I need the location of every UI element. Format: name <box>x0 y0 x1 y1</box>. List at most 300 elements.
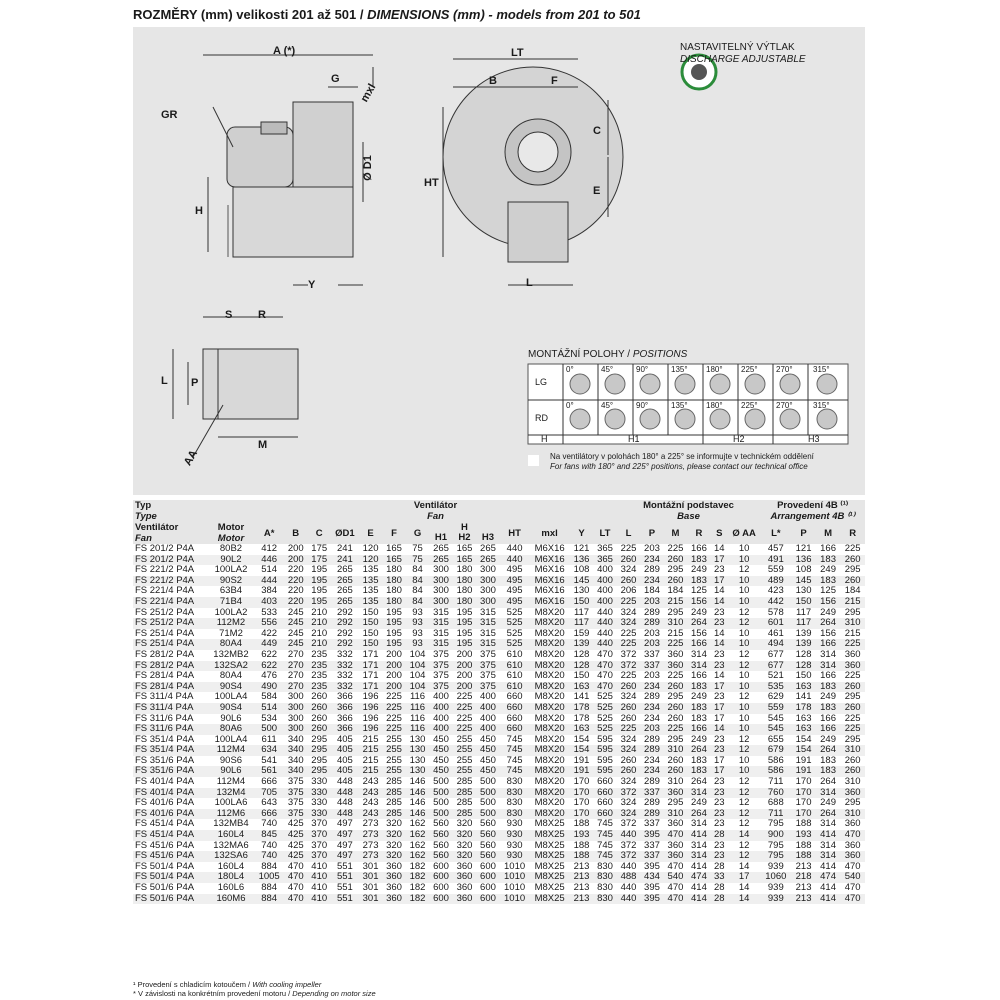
table-cell: 400 <box>433 712 449 724</box>
table-cell: 265 <box>433 543 449 554</box>
table-cell: 200 <box>453 661 476 672</box>
col-header: P <box>791 522 816 544</box>
table-cell: 108 <box>573 564 590 576</box>
position-angle: 270° <box>776 365 793 374</box>
table-cell: 166 <box>691 670 707 682</box>
table-cell: 300 <box>480 585 496 597</box>
drawing-panel <box>133 27 865 495</box>
table-cell: FS 501/6 P4A <box>135 882 195 893</box>
table-cell: M8X20 <box>534 754 565 766</box>
table-cell: 360 <box>453 872 476 883</box>
table-cell: M8X20 <box>529 788 569 799</box>
table-cell: 234 <box>640 682 663 693</box>
col-header: S <box>711 522 728 544</box>
table-cell: 171 <box>359 682 382 693</box>
side-base <box>233 187 353 257</box>
table-cell: 104 <box>409 648 426 660</box>
table-cell: 139 <box>791 639 816 650</box>
table-cell: 440 <box>500 555 530 566</box>
table-cell: 125 <box>820 585 836 597</box>
table-cell: 84 <box>406 576 429 587</box>
table-cell: 23 <box>711 618 728 629</box>
table-cell: 314 <box>820 818 836 830</box>
table-group-type: Typ Type <box>133 500 254 522</box>
table-cell: 410 <box>311 882 328 893</box>
table-cell: 830 <box>500 788 530 799</box>
table-cell: 12 <box>738 839 750 851</box>
table-cell: FS 251/2 P4A <box>135 606 195 618</box>
table-cell: FS 401/6 P4A <box>135 797 195 809</box>
table-row <box>133 745 865 756</box>
table-cell: 10 <box>728 682 760 693</box>
table-cell: 234 <box>640 766 663 777</box>
table-cell: FS 401/6 P4A <box>133 809 208 820</box>
table-cell: 375 <box>476 682 499 693</box>
table-cell: 330 <box>307 788 330 799</box>
table-cell: 170 <box>795 797 812 809</box>
table-cell: 183 <box>816 555 841 566</box>
table-cell: 14 <box>711 639 728 650</box>
table-cell: 375 <box>480 670 496 682</box>
table-cell: 178 <box>573 712 590 724</box>
table-cell: 160L6 <box>217 882 245 893</box>
table-cell: 191 <box>791 766 816 777</box>
table-cell: 395 <box>644 860 660 872</box>
table-row <box>133 692 865 703</box>
table-cell: 939 <box>767 860 784 872</box>
table-cell: 23 <box>714 776 725 788</box>
table-cell: 215 <box>667 627 684 639</box>
table-cell: 166 <box>816 724 841 735</box>
table-cell: 12 <box>728 661 760 672</box>
table-cell: M8X20 <box>534 606 565 618</box>
table-cell: 10 <box>728 576 760 587</box>
table-body <box>133 544 865 904</box>
table-cell: M8X20 <box>534 691 565 703</box>
table-cell: 315 <box>433 627 449 639</box>
table-cell: 249 <box>691 691 707 703</box>
table-cell: 497 <box>336 818 353 830</box>
table-cell: 830 <box>593 872 616 883</box>
table-cell: 12 <box>728 618 760 629</box>
position-angle: 90° <box>636 365 649 374</box>
table-cell: 203 <box>640 639 663 650</box>
table-cell: 84 <box>406 597 429 608</box>
table-cell: 191 <box>573 754 590 766</box>
table-cell: 310 <box>664 809 687 820</box>
table-cell: 135 <box>362 564 379 576</box>
table-cell: FS 221/2 P4A <box>135 564 195 576</box>
table-cell: 500 <box>476 788 499 799</box>
table-cell: 171 <box>362 670 379 682</box>
table-cell: 170 <box>573 797 590 809</box>
table-cell: 245 <box>284 639 307 650</box>
table-cell: 225 <box>844 712 861 724</box>
table-cell: 12 <box>738 818 750 830</box>
table-cell: 448 <box>336 776 353 788</box>
table-row <box>133 703 865 714</box>
table-cell: 660 <box>506 691 523 703</box>
table-cell: 494 <box>760 639 791 650</box>
table-cell: 448 <box>331 788 359 799</box>
table-cell: 310 <box>664 745 687 756</box>
position-group-h: H <box>541 434 548 444</box>
table-cell: 440 <box>597 606 613 618</box>
table-cell: 425 <box>287 839 304 851</box>
table-cell: 440 <box>593 639 616 650</box>
table-row <box>133 883 865 894</box>
table-cell: 360 <box>840 851 865 862</box>
table-cell: 196 <box>359 703 382 714</box>
table-cell: 677 <box>767 648 784 660</box>
table-cell: 525 <box>593 703 616 714</box>
table-cell: 150 <box>359 618 382 629</box>
table-cell: 324 <box>620 564 637 576</box>
table-cell: 163 <box>795 712 812 724</box>
position-row-lg: LG <box>535 377 548 387</box>
table-cell: FS 281/4 P4A <box>133 682 208 693</box>
table-cell: 414 <box>816 830 841 841</box>
table-cell: 195 <box>382 639 405 650</box>
table-cell: 215 <box>840 597 865 608</box>
dim-label-lt: LT <box>511 47 524 59</box>
table-cell: 660 <box>597 776 613 788</box>
table-cell: 292 <box>331 618 359 629</box>
table-cell: M8X20 <box>534 670 565 682</box>
col-group-h: H <box>429 522 499 533</box>
table-cell: 655 <box>767 733 784 745</box>
table-cell: 80A4 <box>219 670 243 682</box>
table-cell: 14 <box>728 830 760 841</box>
table-cell: 225 <box>382 703 405 714</box>
table-cell: 273 <box>359 830 382 841</box>
table-cell: 289 <box>640 809 663 820</box>
table-cell: 442 <box>760 597 791 608</box>
table-cell: 1010 <box>504 860 526 872</box>
table-cell: 12 <box>728 851 760 862</box>
table-cell: 260 <box>664 576 687 587</box>
table-cell: 525 <box>506 606 523 618</box>
table-cell: 260 <box>620 754 637 766</box>
table-cell: 595 <box>597 754 613 766</box>
table-cell: 165 <box>456 543 473 554</box>
table-cell: 215 <box>362 754 379 766</box>
table-cell: 324 <box>620 776 637 788</box>
col-header: L <box>617 522 640 544</box>
table-cell: 241 <box>331 555 359 566</box>
table-cell: 795 <box>760 851 791 862</box>
table-cell: 188 <box>795 818 812 830</box>
table-cell: 225 <box>664 724 687 735</box>
table-cell: 679 <box>760 745 791 756</box>
table-cell: 23 <box>711 788 728 799</box>
table-cell: 154 <box>795 733 812 745</box>
table-cell: 525 <box>500 639 530 650</box>
table-cell: 489 <box>760 576 791 587</box>
table-cell: 150 <box>359 639 382 650</box>
table-cell: 206 <box>620 585 637 597</box>
table-cell: 150 <box>362 606 379 618</box>
position-angle: 45° <box>601 401 614 410</box>
table-cell: 170 <box>791 788 816 799</box>
table-cell: 23 <box>714 818 725 830</box>
table-cell: 300 <box>284 724 307 735</box>
table-cell: 434 <box>640 872 663 883</box>
table-cell: 830 <box>597 882 613 893</box>
table-cell: 830 <box>593 894 616 905</box>
table-cell: 125 <box>691 585 707 597</box>
table-cell: 71B4 <box>208 597 255 608</box>
table-cell: 191 <box>570 766 593 777</box>
table-cell: 423 <box>767 585 784 597</box>
table-cell: 930 <box>500 830 530 841</box>
table-cell: 560 <box>476 851 499 862</box>
col-header: Ø AA <box>728 522 760 544</box>
table-cell: 203 <box>644 543 660 554</box>
table-cell: M6X16 <box>534 564 565 576</box>
table-cell: 200 <box>287 543 304 554</box>
table-cell: 300 <box>480 564 496 576</box>
table-cell: 425 <box>287 818 304 830</box>
table-cell: 403 <box>254 597 284 608</box>
table-cell: 295 <box>844 797 861 809</box>
table-cell: 285 <box>456 797 473 809</box>
table-cell: FS 281/2 P4A <box>135 648 195 660</box>
table-cell: 23 <box>714 797 725 809</box>
table-cell: 440 <box>593 618 616 629</box>
position-angle: 225° <box>741 401 758 410</box>
table-cell: 314 <box>820 839 836 851</box>
table-cell: 643 <box>261 797 278 809</box>
table-cell: 285 <box>386 797 402 809</box>
table-cell: 289 <box>644 776 660 788</box>
table-cell: 375 <box>429 661 452 672</box>
table-cell: 375 <box>287 797 304 809</box>
table-cell: 366 <box>331 724 359 735</box>
table-cell: 366 <box>336 691 353 703</box>
table-cell: 195 <box>456 627 473 639</box>
table-cell: 195 <box>386 627 402 639</box>
table-cell: 150 <box>795 670 812 682</box>
table-row <box>133 661 865 672</box>
table-cell: FS 501/4 P4A <box>133 872 208 883</box>
table-cell: 112M6 <box>208 809 255 820</box>
table-cell: 366 <box>331 703 359 714</box>
table-cell: 332 <box>336 670 353 682</box>
table-cell: 1060 <box>760 872 791 883</box>
table-cell: 629 <box>767 691 784 703</box>
table-cell: 688 <box>767 797 784 809</box>
table-cell: 132SA6 <box>208 851 255 862</box>
table-cell: 422 <box>261 627 278 639</box>
table-cell: 470 <box>287 882 304 893</box>
table-cell: 270 <box>284 682 307 693</box>
table-cell: 610 <box>500 661 530 672</box>
table-cell: 830 <box>597 860 613 872</box>
col-header: H2 <box>453 533 476 544</box>
table-cell: M8X20 <box>529 618 569 629</box>
table-cell: 300 <box>287 712 304 724</box>
table-row <box>133 586 865 597</box>
table-cell: 249 <box>820 733 836 745</box>
dim-label-a: A (*) <box>273 45 296 57</box>
table-cell: 150 <box>573 670 590 682</box>
table-cell: 310 <box>840 618 865 629</box>
table-cell: FS 451/4 P4A <box>135 818 195 830</box>
table-cell: 225 <box>617 724 640 735</box>
table-cell: 500 <box>480 797 496 809</box>
table-cell: 551 <box>336 882 353 893</box>
table-cell: 285 <box>382 788 405 799</box>
table-cell: 375 <box>284 809 307 820</box>
table-cell: 440 <box>620 860 637 872</box>
table-cell: 249 <box>691 797 707 809</box>
table-cell: 14 <box>714 543 725 554</box>
table-cell: 830 <box>500 809 530 820</box>
dim-label-y: Y <box>308 279 316 291</box>
table-cell: 400 <box>597 585 613 597</box>
table-cell: 320 <box>453 851 476 862</box>
table-cell: 120 <box>362 543 379 554</box>
col-header: B <box>284 522 307 544</box>
table-cell: 128 <box>570 661 593 672</box>
table-cell: 324 <box>620 691 637 703</box>
table-cell: 545 <box>767 712 784 724</box>
position-angle: 270° <box>776 401 793 410</box>
table-cell: M8X20 <box>534 627 565 639</box>
table-cell: 660 <box>593 809 616 820</box>
table-cell: 180 <box>453 597 476 608</box>
table-cell: 545 <box>760 724 791 735</box>
table-cell: 23 <box>711 851 728 862</box>
table-cell: 183 <box>687 766 710 777</box>
table-cell: 260 <box>311 691 328 703</box>
table-cell: 213 <box>570 872 593 883</box>
table-cell: 255 <box>456 733 473 745</box>
table-cell: 188 <box>570 851 593 862</box>
table-cell: 17 <box>728 872 760 883</box>
table-cell: 260 <box>664 703 687 714</box>
table-cell: FS 401/4 P4A <box>133 788 208 799</box>
table-cell: 578 <box>767 606 784 618</box>
table-cell: 220 <box>284 576 307 587</box>
table-cell: 12 <box>728 745 760 756</box>
table-cell: 130 <box>795 585 812 597</box>
table-cell: 175 <box>311 543 328 554</box>
table-cell: 270 <box>287 670 304 682</box>
table-cell: 218 <box>791 872 816 883</box>
table-cell: 128 <box>791 661 816 672</box>
table-cell: 500 <box>433 797 449 809</box>
table-cell: 414 <box>691 882 707 893</box>
table-cell: 320 <box>382 851 405 862</box>
col-header: M <box>664 522 687 544</box>
table-cell: 535 <box>760 682 791 693</box>
table-group-fan: Ventilátor Fan <box>254 500 616 522</box>
table-cell: 337 <box>640 851 663 862</box>
table-cell: 622 <box>261 648 278 660</box>
table-cell: 166 <box>691 543 707 554</box>
table-cell: M8X20 <box>534 797 565 809</box>
table-cell: 132SA2 <box>208 661 255 672</box>
table-cell: 160L4 <box>217 860 245 872</box>
table-cell: 414 <box>816 894 841 905</box>
table-cell: 146 <box>409 797 426 809</box>
table-cell: 234 <box>640 703 663 714</box>
table-cell: 28 <box>714 860 725 872</box>
table-cell: M6X16 <box>534 585 565 597</box>
page-title: ROZMĚRY (mm) velikosti 201 až 501 / DIMENSIONS (mm) - models from 201 to 501 <box>133 7 641 22</box>
table-cell: 450 <box>476 766 499 777</box>
table-cell: 117 <box>573 606 590 618</box>
table-cell: 130 <box>409 733 426 745</box>
table-cell: 295 <box>311 754 328 766</box>
table-cell: 10 <box>728 597 760 608</box>
table-cell: 740 <box>261 818 278 830</box>
table-cell: 17 <box>711 766 728 777</box>
table-cell: 180 <box>453 576 476 587</box>
table-group-base: Montážní podstavec Base <box>617 500 761 522</box>
table-cell: 314 <box>691 839 707 851</box>
table-cell: 560 <box>433 818 449 830</box>
table-cell: 249 <box>820 691 836 703</box>
table-cell: 116 <box>406 703 429 714</box>
table-cell: 260 <box>840 766 865 777</box>
table-cell: 14 <box>728 894 760 905</box>
dim-label-l: L <box>526 277 533 289</box>
table-cell: 470 <box>667 860 684 872</box>
table-cell: 666 <box>261 776 278 788</box>
table-cell: 260 <box>307 724 330 735</box>
table-cell: 200 <box>456 670 473 682</box>
table-cell: 215 <box>359 766 382 777</box>
table-cell: 17 <box>714 754 725 766</box>
table-cell: 260 <box>664 682 687 693</box>
table-cell: 243 <box>362 776 379 788</box>
table-cell: 116 <box>409 691 426 703</box>
table-cell: 249 <box>820 797 836 809</box>
table-cell: 560 <box>429 851 452 862</box>
table-cell: 90S4 <box>208 682 255 693</box>
table-cell: 156 <box>820 627 836 639</box>
table-cell: 360 <box>844 839 861 851</box>
table-cell: 12 <box>738 648 750 660</box>
table-cell: 745 <box>500 766 530 777</box>
table-cell: 497 <box>331 830 359 841</box>
table-cell: 375 <box>476 661 499 672</box>
table-cell: 225 <box>620 627 637 639</box>
table-cell: 23 <box>711 661 728 672</box>
table-cell: 497 <box>336 839 353 851</box>
table-row <box>133 597 865 608</box>
table-cell: 182 <box>406 894 429 905</box>
table-cell: 100LA2 <box>214 606 248 618</box>
table-cell: M8X20 <box>534 648 565 660</box>
table-cell: 560 <box>433 839 449 851</box>
table-row <box>133 756 865 767</box>
col-fan: Ventilátor Fan <box>133 522 208 544</box>
table-cell: 165 <box>453 555 476 566</box>
table-cell: 84 <box>412 585 423 597</box>
table-cell: 332 <box>331 682 359 693</box>
table-cell: 400 <box>476 703 499 714</box>
table-cell: 830 <box>506 776 523 788</box>
positions-title: MONTÁŽNÍ POLOHY / POSITIONS <box>528 349 688 360</box>
dim-label-b: B <box>489 75 497 87</box>
dim-label-s: S <box>225 309 233 321</box>
table-cell: 170 <box>795 776 812 788</box>
table-cell: 265 <box>331 576 359 587</box>
